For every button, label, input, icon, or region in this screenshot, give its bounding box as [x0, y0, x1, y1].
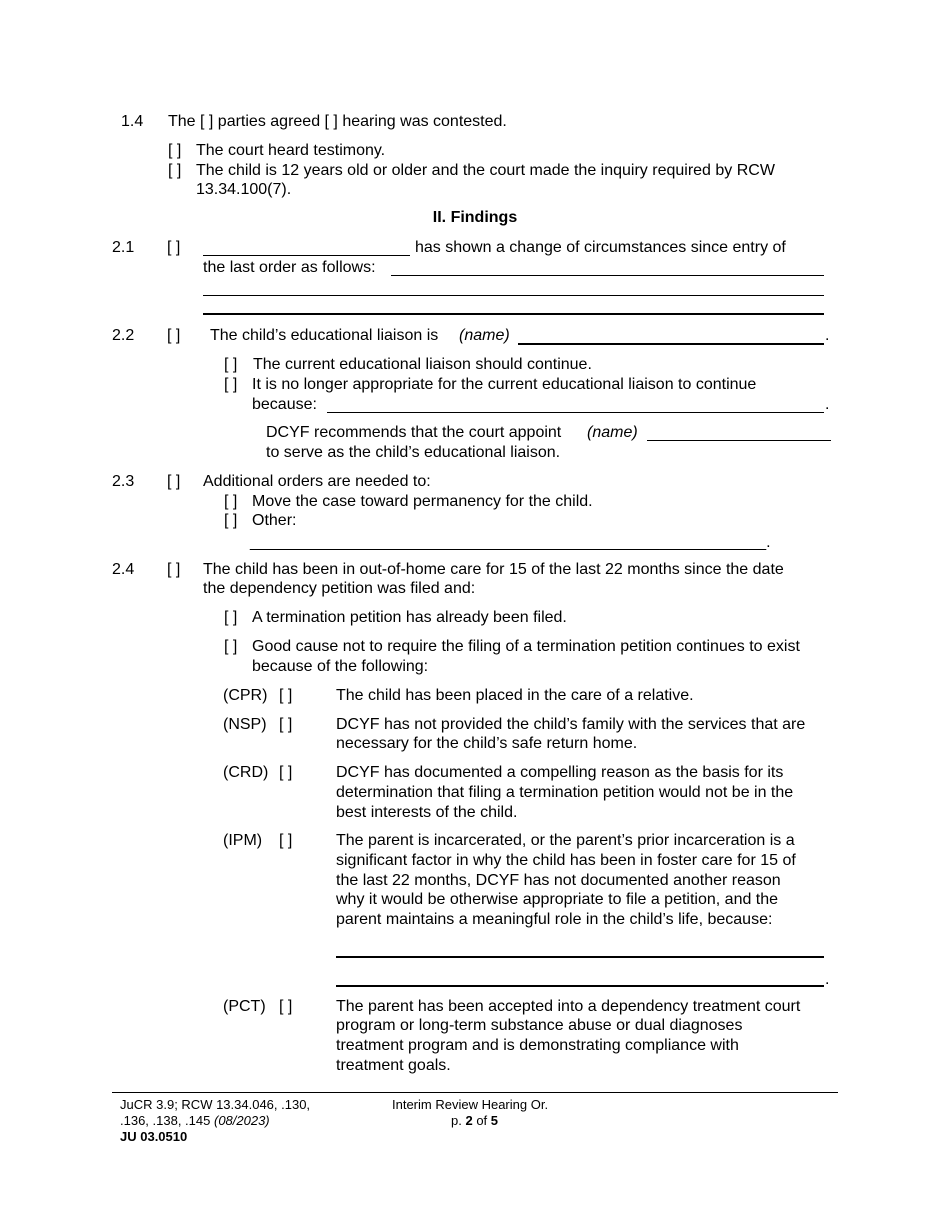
dcyf-recommendation-line1: DCYF recommends that the court appoint — [266, 424, 562, 441]
explanation-blank[interactable] — [203, 295, 824, 296]
reason-text: best interests of the child. — [336, 804, 518, 821]
reason-code-pct: (PCT) — [223, 998, 266, 1015]
ipm-explanation-blank[interactable] — [336, 956, 824, 958]
reason-text: DCYF has documented a compelling reason as the basis for its — [336, 764, 784, 781]
checkbox[interactable]: [ ] — [224, 638, 238, 655]
good-cause-line1: Good cause not to require the filing of a termination petition continues to exist — [252, 638, 800, 655]
section-number: 2.4 — [112, 561, 135, 578]
liaison-name-blank[interactable] — [518, 343, 824, 345]
other-option: Other: — [252, 512, 297, 529]
period: . — [825, 327, 830, 344]
checkbox[interactable]: [ ] — [279, 998, 293, 1015]
checkbox[interactable]: [ ] — [224, 493, 238, 510]
checkbox[interactable]: [ ] — [279, 832, 293, 849]
reason-text: significant factor in why the child has been in foster care for 15 of — [336, 852, 796, 869]
reason-text: treatment program and is demonstrating compliance with — [336, 1037, 739, 1054]
liaison-continue-option: The current educational liaison should continue. — [253, 356, 592, 373]
checkbox[interactable]: [ ] — [279, 764, 293, 781]
checkbox[interactable]: [ ] — [167, 473, 181, 490]
checkbox[interactable]: [ ] — [224, 512, 238, 529]
educational-liaison-label: The child’s educational liaison is — [210, 327, 439, 344]
good-cause-line2: because of the following: — [252, 658, 429, 675]
reason-code-cpr: (CPR) — [223, 687, 268, 704]
out-of-home-care-line2: the dependency petition was filed and: — [203, 580, 476, 597]
checkbox[interactable]: [ ] — [168, 142, 182, 159]
reason-text: program or long-term substance abuse or dual diagnoses — [336, 1017, 743, 1034]
checkbox[interactable]: [ ] — [167, 561, 181, 578]
termination-filed-option: A termination petition has already been filed. — [252, 609, 567, 626]
out-of-home-care-line1: The child has been in out-of-home care for 15 of the last 22 months since the date — [203, 561, 784, 578]
party-name-blank[interactable] — [203, 255, 410, 256]
reason-text: necessary for the child’s safe return home. — [336, 735, 638, 752]
name-hint: (name) — [459, 327, 510, 344]
footer-form-title: Interim Review Hearing Or. — [392, 1097, 549, 1112]
change-of-circumstances-line2: the last order as follows: — [203, 259, 376, 276]
reason-text: the last 22 months, DCYF has not documented another reason — [336, 872, 781, 889]
permanency-option: Move the case toward permanency for the child. — [252, 493, 593, 510]
section-number: 2.2 — [112, 327, 135, 344]
change-of-circumstances-line1: has shown a change of circumstances since entry of — [415, 239, 786, 256]
hearing-type-options[interactable]: The [ ] parties agreed [ ] hearing was contested. — [168, 113, 507, 130]
page-current: 2 — [465, 1113, 473, 1128]
liaison-not-appropriate-line1: It is no longer appropriate for the current educational liaison to continue — [252, 376, 757, 393]
reason-text: determination that filing a termination petition would not be in the — [336, 784, 794, 801]
period: . — [825, 396, 830, 413]
explanation-blank[interactable] — [391, 275, 824, 276]
reason-text: DCYF has not provided the child’s family with the services that are — [336, 716, 806, 733]
reason-text: The parent is incarcerated, or the parent’s prior incarceration is a — [336, 832, 795, 849]
checkbox[interactable]: [ ] — [224, 609, 238, 626]
checkbox[interactable]: [ ] — [167, 239, 181, 256]
footer-revision-date: (08/2023) — [213, 1113, 270, 1128]
page-prefix: p. — [451, 1113, 462, 1128]
section-number: 2.1 — [112, 239, 135, 256]
inquiry-option-line2: 13.34.100(7). — [196, 181, 292, 198]
checkbox[interactable]: [ ] — [279, 716, 293, 733]
reason-code-crd: (CRD) — [223, 764, 269, 781]
recommended-liaison-blank[interactable] — [647, 440, 831, 441]
page-of: of — [476, 1113, 488, 1128]
page-total: 5 — [490, 1113, 499, 1128]
footer-divider — [112, 1092, 838, 1093]
dcyf-recommendation-line2: to serve as the child’s educational liaison. — [266, 444, 561, 461]
checkbox[interactable]: [ ] — [224, 356, 238, 373]
footer-form-id: JU 03.0510 — [120, 1129, 188, 1144]
section-number: 1.4 — [121, 113, 144, 130]
testimony-option: The court heard testimony. — [196, 142, 386, 159]
liaison-not-appropriate-line2: because: — [252, 396, 317, 413]
checkbox[interactable]: [ ] — [224, 376, 238, 393]
footer-citation-rcw: .136, .138, .145 — [120, 1113, 211, 1128]
reason-text: parent maintains a meaningful role in the child’s life, because: — [336, 911, 773, 928]
checkbox[interactable]: [ ] — [168, 162, 182, 179]
reason-blank[interactable] — [327, 412, 824, 413]
footer-page-number — [451, 1113, 498, 1129]
footer-citation-line1: JuCR 3.9; RCW 13.34.046, .130, — [120, 1097, 311, 1112]
additional-orders-label: Additional orders are needed to: — [203, 473, 431, 490]
section-heading: II. Findings — [432, 209, 518, 226]
section-number: 2.3 — [112, 473, 135, 490]
explanation-blank[interactable] — [203, 313, 824, 315]
name-hint: (name) — [587, 424, 638, 441]
reason-text: why it would be otherwise appropriate to file a petition, and the — [336, 891, 779, 908]
reason-text: The child has been placed in the care of a relative. — [336, 687, 694, 704]
checkbox[interactable]: [ ] — [279, 687, 293, 704]
reason-code-ipm: (IPM) — [223, 832, 263, 849]
period: . — [825, 971, 830, 988]
footer-citation-line2 — [120, 1113, 270, 1129]
reason-text: treatment goals. — [336, 1057, 451, 1074]
ipm-explanation-blank[interactable] — [336, 985, 824, 987]
checkbox[interactable]: [ ] — [167, 327, 181, 344]
inquiry-option-line1: The child is 12 years old or older and the court made the inquiry required by RCW — [196, 162, 775, 179]
other-blank[interactable]: __________________________________________________________. — [250, 534, 771, 551]
reason-code-nsp: (NSP) — [223, 716, 267, 733]
reason-text: The parent has been accepted into a dependency treatment court — [336, 998, 801, 1015]
